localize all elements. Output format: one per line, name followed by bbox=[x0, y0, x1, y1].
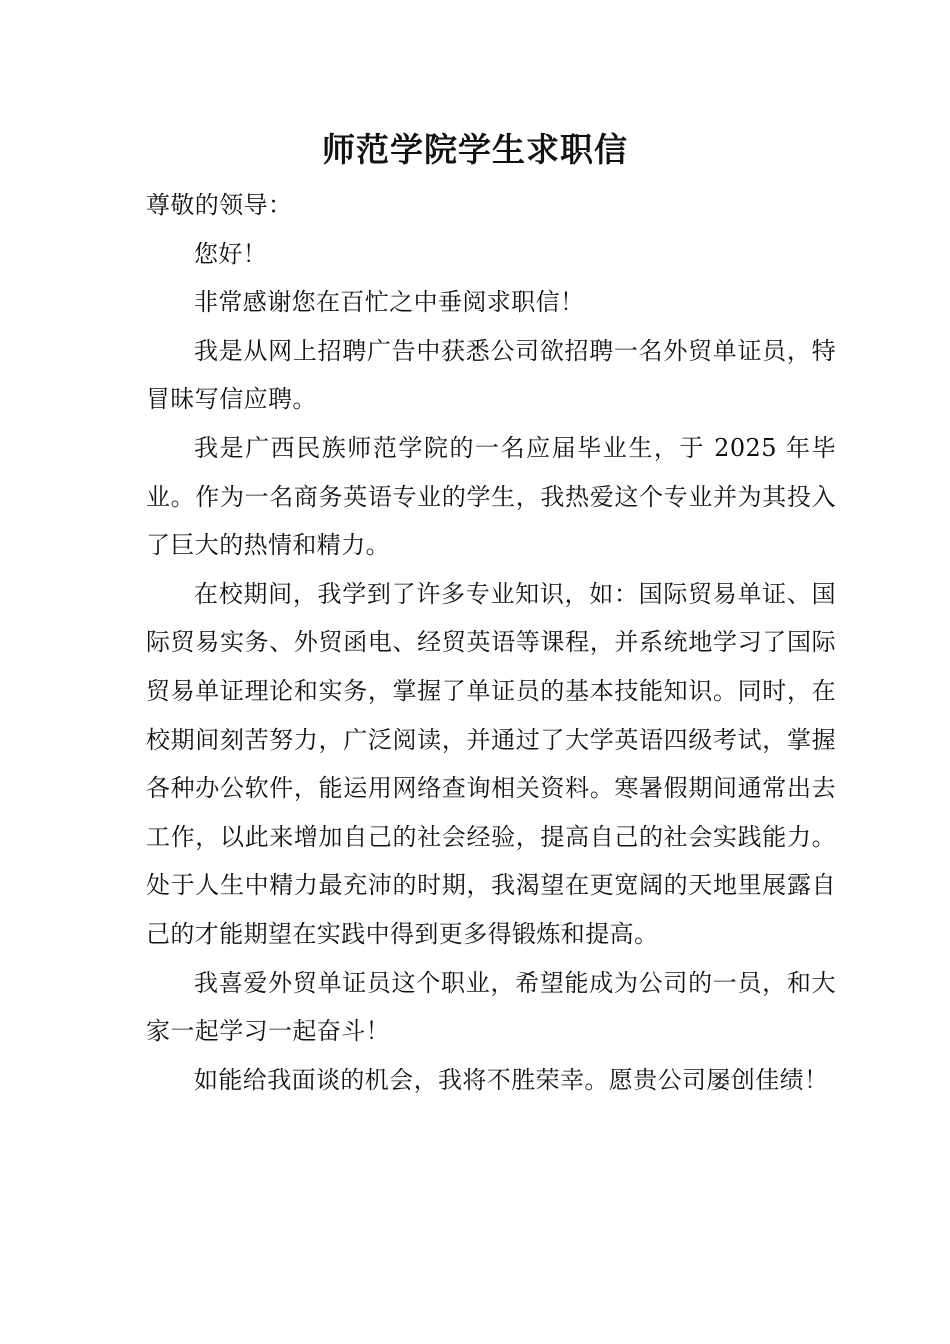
document-title: 师范学院学生求职信 bbox=[322, 130, 628, 169]
closing-paragraph: 如能给我面谈的机会，我将不胜荣幸。愿贵公司屡创佳绩！ bbox=[194, 1065, 829, 1094]
skills-paragraph: 在校期间，我学到了许多专业知识，如：国际贸易单证、国际贸易实务、外贸函电、经贸英语等课程，并系统地学习了国际贸易单证理论和实务，掌握了单证员的基本技能知识。同时，在校期间刻苦努力，广泛阅读，并通过了大学英语四级考试，掌握各种办公软件，能运用网络查询相关资料。寒暑假期间通常出去工作，以此来增加自己的社会经验，提高自己的社会实践能力。处于人生中精力最充沛的时期，我渴望在更宽阔的天地里展露自己的才能期望在实践中得到更多得锻炼和提高。 bbox=[146, 579, 836, 948]
greeting-paragraph: 您好！ bbox=[194, 239, 268, 268]
salutation: 尊敬的领导： bbox=[146, 191, 293, 219]
background-paragraph: 我是广西民族师范学院的一名应届毕业生，于 2025 年毕业。作为一名商务英语专业的学生，我热爱这个专业并为其投入了巨大的热情和精力。 bbox=[146, 433, 836, 560]
letter-body bbox=[146, 181, 836, 1104]
thanks-paragraph: 非常感谢您在百忙之中垂阅求职信！ bbox=[194, 288, 585, 317]
application-paragraph: 我是从网上招聘广告中获悉公司欲招聘一名外贸单证员，特冒昧写信应聘。 bbox=[146, 336, 836, 414]
motivation-paragraph: 我喜爱外贸单证员这个职业，希望能成为公司的一员，和大家一起学习一起奋斗！ bbox=[146, 968, 836, 1046]
